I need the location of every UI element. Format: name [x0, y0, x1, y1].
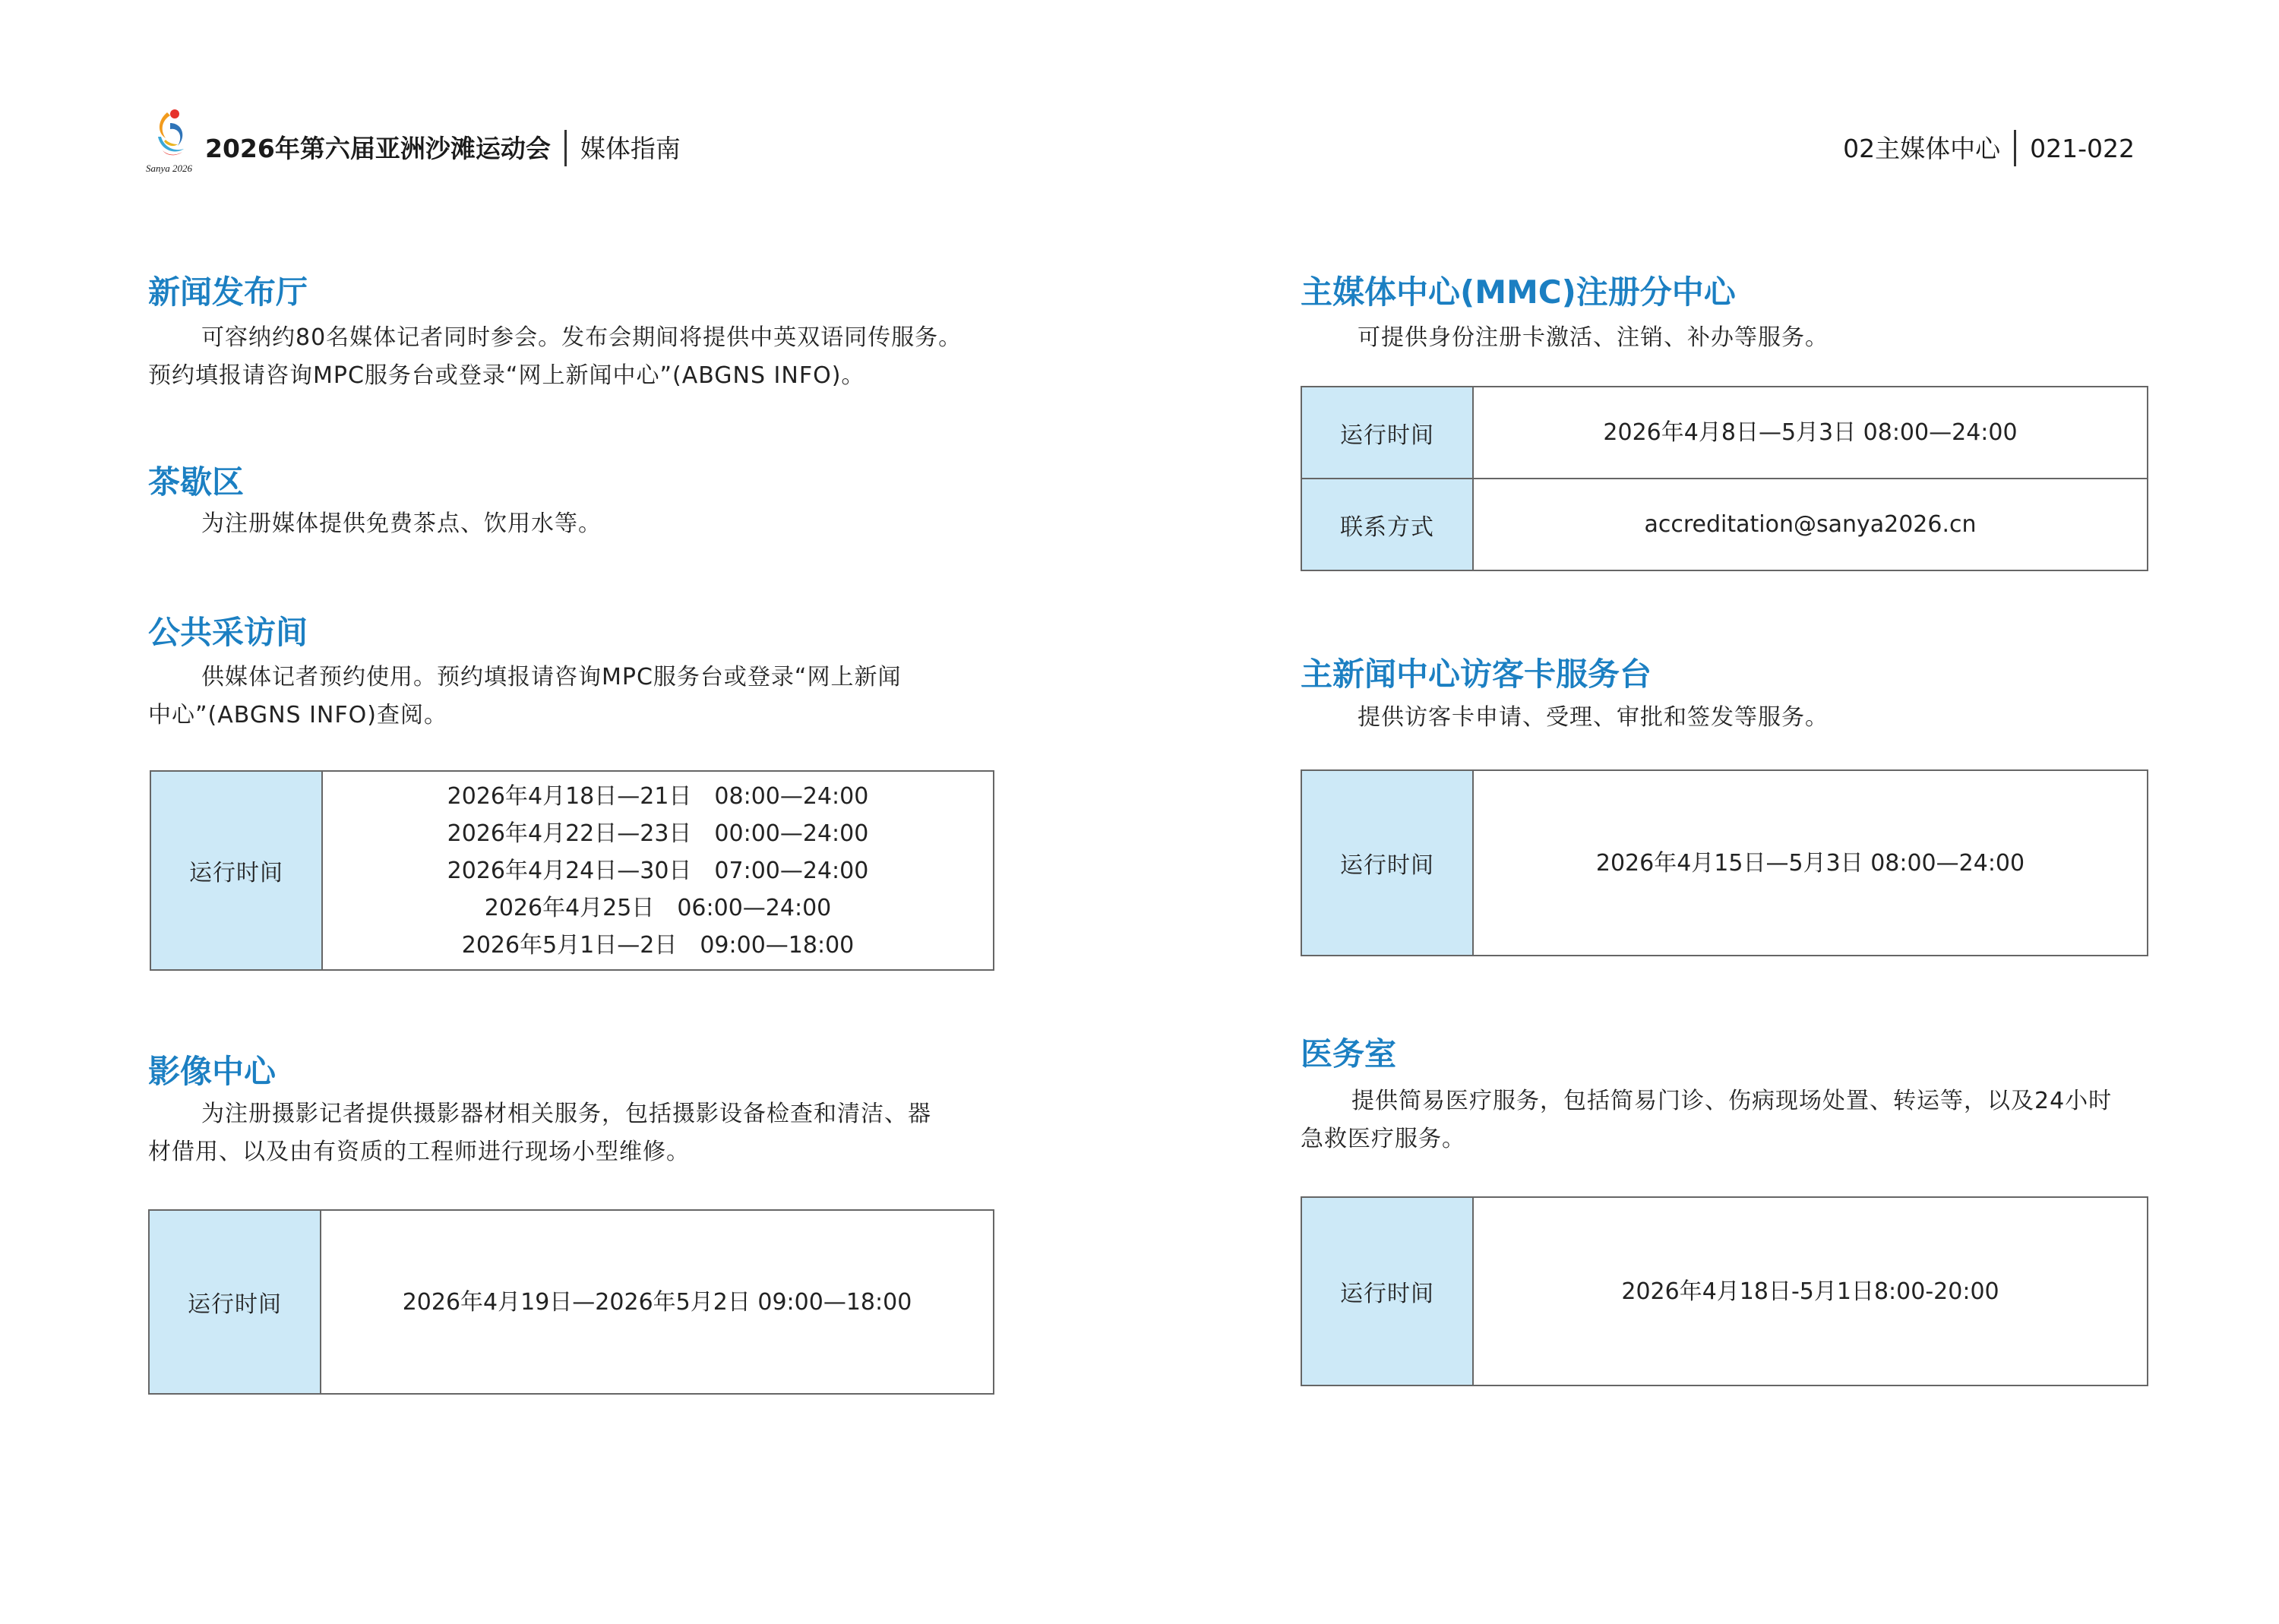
photo-center-title: 影像中心 — [148, 1053, 277, 1090]
photo-center-text — [148, 1095, 931, 1171]
mmc-registration-table — [1301, 386, 2148, 571]
text-line: 为注册摄影记者提供摄影器材相关服务，包括摄影设备检查和清洁、器 — [201, 1101, 931, 1127]
interview-room-title: 公共采访间 — [148, 614, 308, 651]
text-line: 可提供身份注册卡激活、注销、补办等服务。 — [1358, 324, 1829, 351]
medical-text — [1301, 1082, 2112, 1158]
guide-title: 媒体指南 — [580, 134, 681, 163]
text-line: 为注册媒体提供免费茶点、饮用水等。 — [201, 510, 602, 537]
table-value: 2026年4月8日—5月3日 08:00—24:00 — [1603, 419, 2018, 446]
text-line: 材借用、以及由有资质的工程师进行现场小型维修。 — [148, 1139, 690, 1165]
visitor-card-title: 主新闻中心访客卡服务台 — [1301, 656, 1652, 693]
hours-line: 2026年5月1日—2日 09:00—18:00 — [461, 931, 855, 959]
text-line: 预约填报请咨询MPC服务台或登录“网上新闻中心”(ABGNS INFO)。 — [148, 362, 865, 389]
divider — [564, 130, 567, 166]
logo-text: Sanya 2026 — [146, 163, 193, 174]
table-label: 运行时间 — [1302, 771, 1474, 955]
mmc-registration-text — [1301, 319, 1829, 357]
press-hall-title: 新闻发布厅 — [148, 273, 308, 311]
text-line: 提供简易医疗服务，包括简易门诊、伤病现场处置、转运等，以及24小时 — [1351, 1088, 2113, 1114]
text-line: 提供访客卡申请、受理、审批和签发等服务。 — [1358, 704, 1829, 731]
divider — [2014, 130, 2016, 166]
table-row — [1302, 478, 2147, 570]
text-line: 中心”(ABGNS INFO)查阅。 — [148, 702, 447, 728]
table-value — [323, 772, 993, 969]
table-label: 运行时间 — [151, 772, 323, 969]
hours-line: 2026年4月22日—23日 00:00—24:00 — [447, 820, 869, 847]
tea-break-title: 茶歇区 — [148, 463, 245, 501]
tea-break-text — [148, 505, 602, 543]
brand-line — [205, 129, 681, 169]
mmc-registration-title: 主媒体中心(MMC)注册分中心 — [1301, 273, 1736, 311]
table-value: 2026年4月15日—5月3日 08:00—24:00 — [1595, 849, 2025, 877]
section-name: 02主媒体中心 — [1843, 134, 2001, 163]
table-label: 运行时间 — [150, 1211, 321, 1393]
table-label: 联系方式 — [1302, 479, 1474, 570]
sanya-2026-logo — [144, 106, 204, 178]
photo-center-hours-table — [148, 1209, 994, 1395]
page-numbers: 021-022 — [2030, 134, 2135, 163]
interview-room-hours-table — [150, 770, 994, 971]
text-line: 可容纳约80名媒体记者同时参会。发布会期间将提供中英双语同传服务。 — [201, 324, 962, 351]
table-row — [1302, 387, 2147, 478]
hours-line: 2026年4月18日—21日 08:00—24:00 — [447, 782, 869, 810]
table-value: 2026年4月19日—2026年5月2日 09:00—18:00 — [402, 1288, 912, 1316]
text-line: 供媒体记者预约使用。预约填报请咨询MPC服务台或登录“网上新闻 — [201, 664, 902, 690]
visitor-card-hours-table — [1301, 769, 2148, 956]
table-label: 运行时间 — [1302, 1198, 1474, 1385]
table-label: 运行时间 — [1302, 387, 1474, 478]
medical-hours-table — [1301, 1196, 2148, 1386]
text-line: 急救医疗服务。 — [1301, 1126, 1465, 1152]
visitor-card-text — [1301, 699, 1829, 737]
press-hall-text — [148, 319, 962, 395]
contact-email: accreditation@sanya2026.cn — [1644, 511, 1977, 538]
page-header — [144, 106, 2135, 175]
event-title: 2026年第六届亚洲沙滩运动会 — [205, 134, 551, 163]
page-info — [1843, 129, 2135, 169]
medical-title: 医务室 — [1301, 1035, 1397, 1073]
hours-line: 2026年4月25日 06:00—24:00 — [484, 894, 832, 921]
table-value: 2026年4月18日-5月1日8:00-20:00 — [1621, 1278, 1999, 1305]
hours-line: 2026年4月24日—30日 07:00—24:00 — [447, 857, 869, 884]
interview-room-text — [148, 659, 901, 735]
